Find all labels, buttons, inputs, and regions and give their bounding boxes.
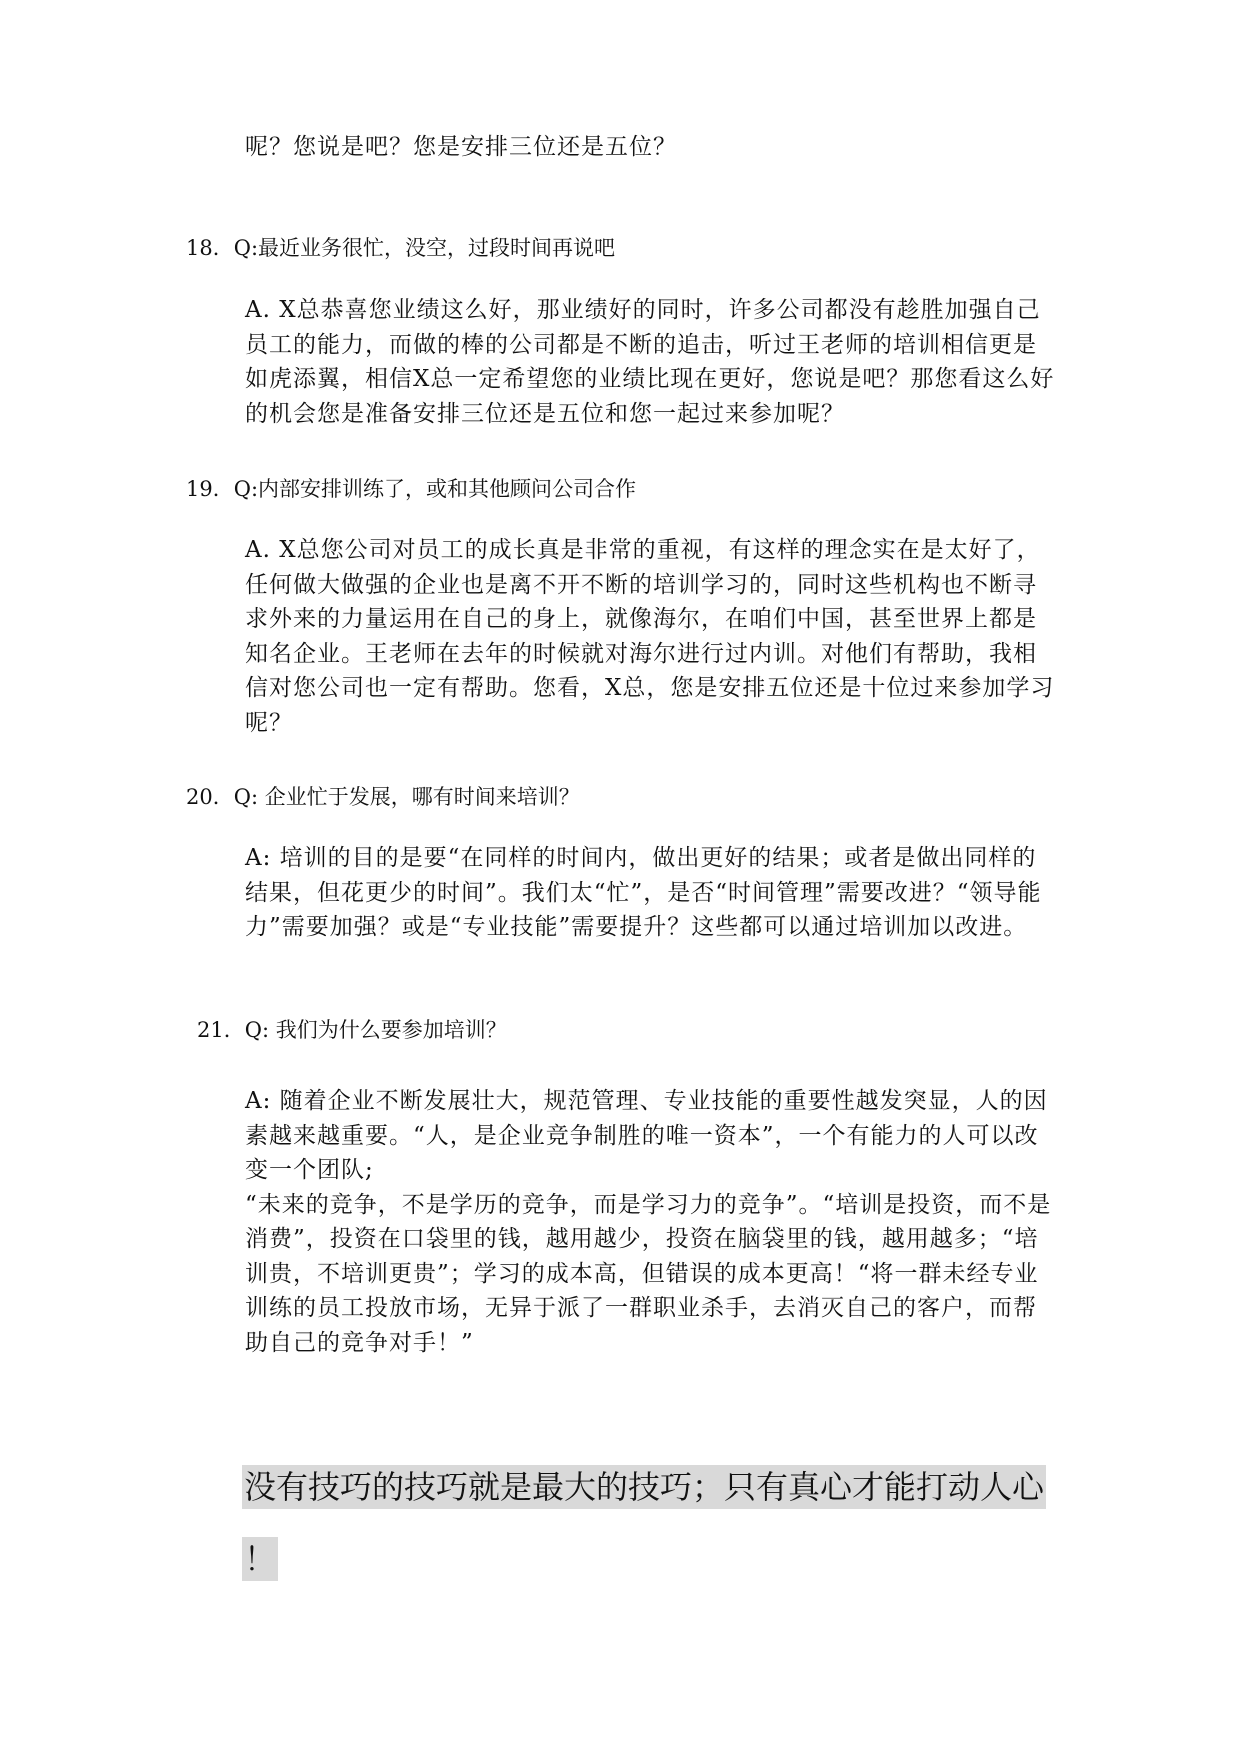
question-text: Q: 企业忙于发展，哪有时间来培训？ xyxy=(233,785,580,809)
motto-line-2: ！ xyxy=(242,1537,278,1581)
answer-21: A: 随着企业不断发展壮大，规范管理、专业技能的重要性越发突显，人的因素越来越重要。“人，是企业竞争制胜的唯一资本”，一个有能力的人可以改变一个团队; “未来的竞争，不是学历的竞争，而是学习力的竞争”。“培训是投资，而不是消费”，投资在口袋里的钱，越用越少，投资在脑袋里的钱，越用越多；“培训贵，不培训更贵”；学习的成本高，但错误的成本更高！“将一群未经专业训练的员工投放市场，无异于派了一群职业杀手，去消灭自己的客户，而帮助自己的竞争对手！” xyxy=(245,1088,1052,1356)
question-text: Q: 我们为什么要参加培训？ xyxy=(244,1018,507,1042)
question-number: 21． xyxy=(197,1018,245,1042)
question-20 xyxy=(186,783,580,811)
question-19 xyxy=(186,475,636,503)
question-18 xyxy=(186,234,615,262)
question-21 xyxy=(197,1016,507,1044)
question-number: 19． xyxy=(186,477,234,501)
question-text: Q:内部安排训练了，或和其他顾问公司合作 xyxy=(233,477,637,501)
question-text: Q:最近业务很忙，没空，过段时间再说吧 xyxy=(233,236,616,260)
answer-18: A. X总恭喜您业绩这么好，那业绩好的同时，许多公司都没有趁胜加强自己员工的能力，而做的棒的公司都是不断的追击，听过王老师的培训相信更是如虎添翼，相信X总一定希望您的业绩比现在更好，您说是吧？那您看这么好的机会您是准备安排三位还是五位和您一起过来参加呢？ xyxy=(245,297,1055,427)
answer-20: A: 培训的目的是要“在同样的时间内，做出更好的结果；或者是做出同样的结果，但花更少的时间”。我们太“忙”，是否“时间管理”需要改进？“领导能力”需要加强？或是“专业技能”需要提升？这些都可以通过培训加以改进。 xyxy=(245,845,1042,940)
question-number: 20． xyxy=(186,785,234,809)
answer-19: A. X总您公司对员工的成长真是非常的重视，有这样的理念实在是太好了，任何做大做强的企业也是离不开不断的培训学习的，同时这些机构也不断寻求外来的力量运用在自己的身上，就像海尔，在咱们中国，甚至世界上都是知名企业。王老师在去年的时候就对海尔进行过内训。对他们有帮助，我相信对您公司也一定有帮助。您看，X总，您是安排五位还是十位过来参加学习呢？ xyxy=(245,537,1055,736)
continuation-text: 呢？您说是吧？您是安排三位还是五位？ xyxy=(245,134,677,160)
question-number: 18． xyxy=(186,236,234,260)
motto-line-1: 没有技巧的技巧就是最大的技巧；只有真心才能打动人心 xyxy=(242,1465,1046,1509)
